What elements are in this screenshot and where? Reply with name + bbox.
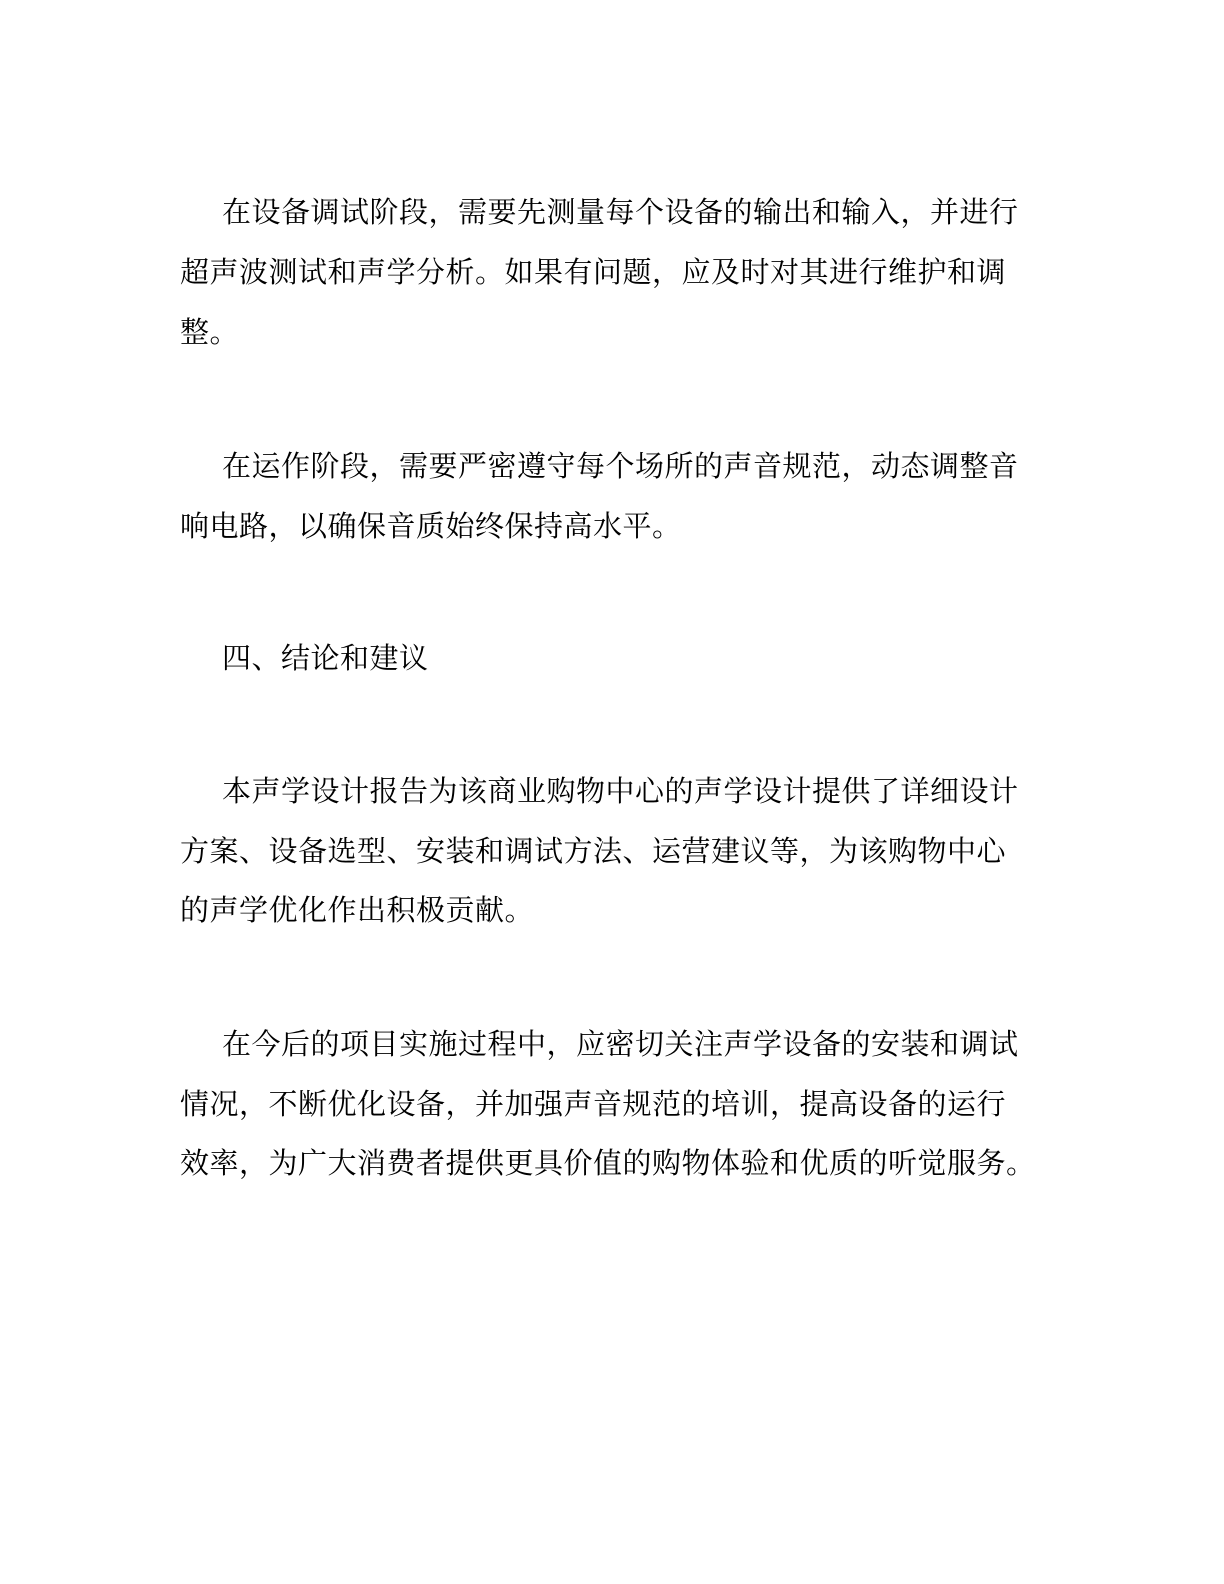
paragraph-operation-stage-line-1: 在运作阶段，需要严密遵守每个场所的声音规范，动态调整音: [222, 449, 1019, 483]
paragraph-debug-stage-line-2: 超声波测试和声学分析。如果有问题，应及时对其进行维护和调: [180, 255, 1007, 289]
paragraph-conclusion-line-1: 本声学设计报告为该商业购物中心的声学设计提供了详细设计: [222, 774, 1019, 808]
paragraph-debug-stage-line-1: 在设备调试阶段，需要先测量每个设备的输出和输入，并进行: [222, 195, 1019, 229]
paragraph-conclusion-line-2: 方案、设备选型、安装和调试方法、运营建议等，为该购物中心: [180, 834, 1007, 868]
paragraph-conclusion-line-3: 的声学优化作出积极贡献。: [180, 893, 535, 927]
section-heading: 四、结论和建议: [222, 641, 429, 675]
paragraph-recommendation-line-3: 效率，为广大消费者提供更具价值的购物体验和优质的听觉服务。: [180, 1146, 1036, 1180]
paragraph-recommendation-line-2: 情况，不断优化设备，并加强声音规范的培训，提高设备的运行: [180, 1087, 1007, 1121]
paragraph-recommendation-line-1: 在今后的项目实施过程中，应密切关注声学设备的安装和调试: [222, 1027, 1019, 1061]
paragraph-operation-stage-line-2: 响电路，以确保音质始终保持高水平。: [180, 509, 682, 543]
paragraph-debug-stage-line-3: 整。: [180, 315, 240, 349]
